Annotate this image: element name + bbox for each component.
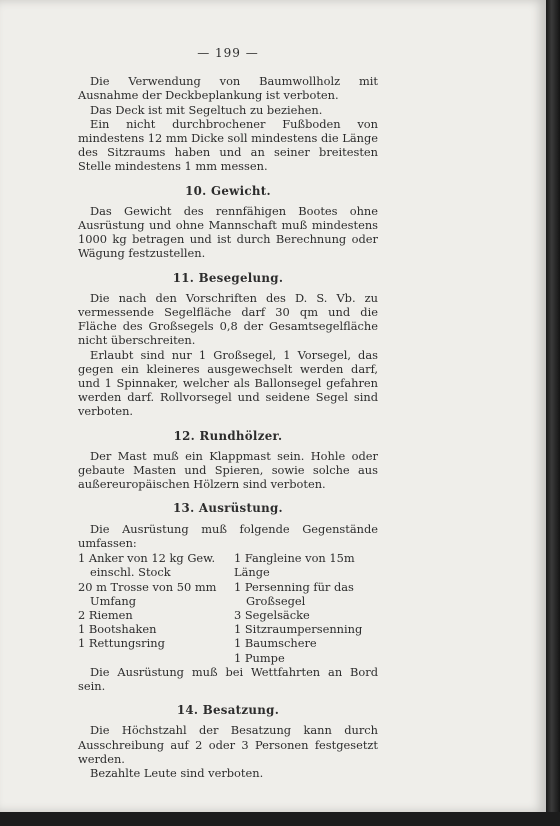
equipment-item: 1 Anker von 12 kg Gew. einschl. Stock: [78, 551, 216, 580]
equipment-item: 1 Pumpe: [234, 650, 285, 665]
equipment-item: 1 Sitzraumpersenning: [234, 622, 363, 637]
page-bottom-shadow: [0, 812, 560, 826]
page-number: — 199 —: [197, 46, 259, 60]
equipment-item: 3 Segelsäcke: [234, 607, 310, 622]
section-heading-weight: 10. Gewicht.: [185, 183, 271, 198]
section-heading-rigging: 11. Besegelung.: [172, 270, 284, 285]
equipment-item: 2 Riemen: [78, 607, 133, 622]
intro-paragraph: Ein nicht durchbrochener Fußboden von mindestens 12 mm Dicke soll mindestens die Länge des Sitzraums haben und an seiner breitesten Stelle mindestens 1 mm messen.: [78, 116, 378, 174]
equipment-item: 1 Bootshaken: [78, 622, 157, 637]
section-heading-crew: 14. Besatzung.: [176, 703, 280, 718]
equipment-intro: Die Ausrüstung muß folgende Gegenstände umfassen:: [78, 521, 378, 550]
weight-paragraph: Das Gewicht des rennfähigen Bootes ohne Ausrüstung und ohne Mannschaft muß mindestens 1000 kg betragen und ist durch Berechnung oder Wägung festzustellen.: [78, 203, 378, 261]
equipment-column-left: [78, 551, 228, 665]
intro-paragraph: Die Verwendung von Baumwollholz mit Ausnahme der Deckbeplankung ist verboten.: [78, 74, 378, 103]
rigging-paragraph: Erlaubt sind nur 1 Großsegel, 1 Vorsegel, das gegen ein kleineres ausgewechselt werden darf, und 1 Spinnaker, welcher als Ballonsegel gefahren werden darf. Rollvorsegel und seidene Segel sind verboten.: [78, 347, 378, 419]
spars-paragraph: Der Mast muß ein Klappmast sein. Hohle oder gebaute Masten und Spieren, sowie solche aus außereuropäischen Hölzern sind verboten.: [78, 448, 378, 492]
crew-paragraph: Die Höchstzahl der Besatzung kann durch Ausschreibung auf 2 oder 3 Personen festgesetzt werden.: [78, 723, 378, 766]
page-content: [78, 46, 378, 780]
equipment-item: 1 Baumschere: [234, 636, 317, 651]
rigging-paragraph: Die nach den Vorschriften des D. S. Vb. zu vermessende Segelfläche darf 30 qm und die Fläche des Großsegels 0,8 der Gesamtsegelfläche nicht überschreiten.: [78, 290, 378, 348]
equipment-item: 1 Persenning für das Großsegel: [234, 579, 354, 608]
equipment-closing: Die Ausrüstung muß bei Wettfahrten an Bord sein.: [78, 664, 378, 693]
intro-paragraph: Das Deck ist mit Segeltuch zu beziehen.: [90, 102, 323, 117]
section-heading-spars: 12. Rundhölzer.: [173, 428, 283, 443]
equipment-column-right: [228, 551, 378, 665]
equipment-item: 20 m Trosse von 50 mm Umfang: [78, 579, 217, 608]
section-heading-equipment: 13. Ausrüstung.: [173, 501, 283, 516]
book-edge: [546, 0, 560, 826]
crew-paragraph: Bezahlte Leute sind verboten.: [90, 765, 264, 780]
equipment-list: [78, 551, 378, 665]
equipment-item: 1 Fangleine von 15m Länge: [234, 551, 355, 580]
equipment-item: 1 Rettungsring: [78, 636, 165, 651]
